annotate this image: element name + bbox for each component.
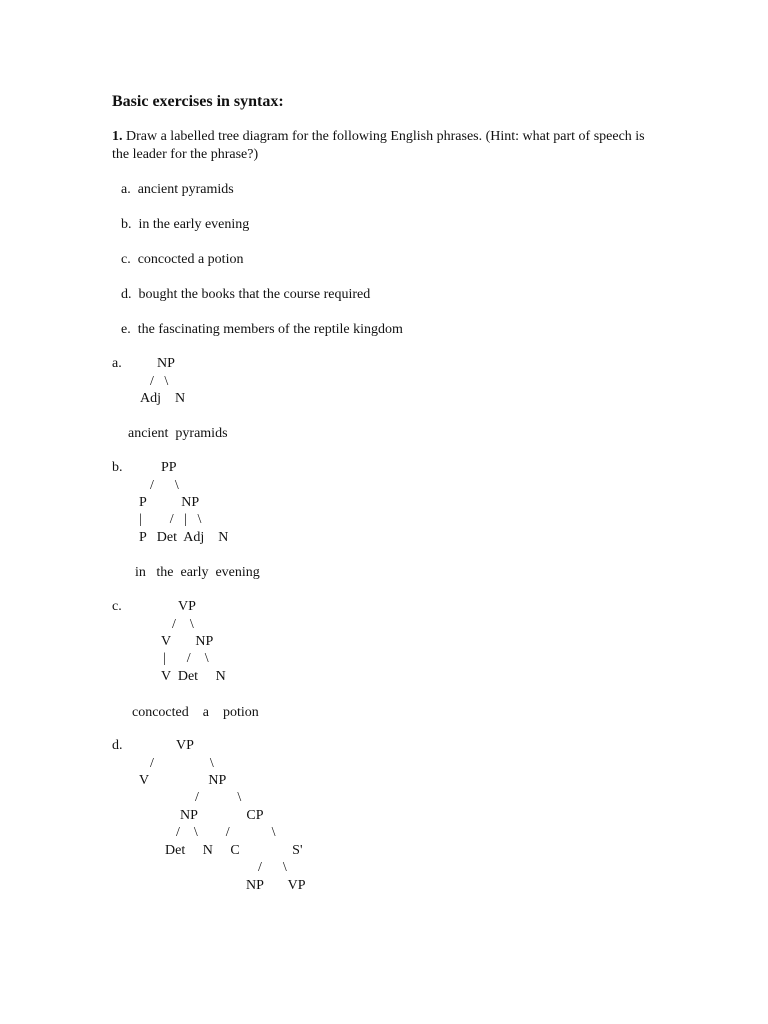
question-text: Draw a labelled tree diagram for the following English phrases. (Hint: what part of speech is the leader for the phrase?) [112,129,645,162]
tree-node-labels: V NP [161,634,214,649]
tree-node-root: VP [176,738,194,753]
tree-branches: / \ [195,790,242,805]
tree-node-labels: V NP [139,773,227,788]
tree-branches: / \ [150,756,214,771]
tree-words: concocted a potion [132,705,259,720]
tree-node-root: VP [178,599,196,614]
tree-branches: / \ [150,478,179,493]
tree-branches: / \ [150,374,169,389]
tree-node-labels: P NP [139,495,200,510]
tree-node-labels: NP VP [246,878,306,893]
page-title: Basic exercises in syntax: [112,93,284,110]
exercise-item-a: a. ancient pyramids [121,182,234,197]
exercise-item-b: b. in the early evening [121,217,250,232]
exercise-item-e: e. the fascinating members of the reptile kingdom [121,322,403,337]
tree-branches: | / \ [163,651,209,666]
question-1 [112,128,652,163]
tree-node-labels: V Det N [161,669,226,684]
tree-node-labels: P Det Adj N [139,530,229,545]
tree-branches: / \ / \ [176,825,276,840]
tree-words: in the early evening [135,565,260,580]
tree-branches: / \ [258,860,287,875]
tree-node-labels: NP CP [180,808,264,823]
tree-node-labels: Det N C S' [165,843,303,858]
tree-node-labels: Adj N [140,391,186,406]
tree-node-root: PP [161,460,177,475]
question-number: 1. [112,129,123,144]
exercise-item-c: c. concocted a potion [121,252,244,267]
answer-letter: c. [112,599,122,614]
exercise-item-d: d. bought the books that the course required [121,287,371,302]
tree-branches: / \ [172,617,194,632]
answer-letter: a. [112,356,122,371]
tree-words: ancient pyramids [128,426,228,441]
answer-letter: d. [112,738,123,753]
tree-branches: | / | \ [139,512,202,527]
tree-node-root: NP [157,356,175,371]
answer-letter: b. [112,460,123,475]
